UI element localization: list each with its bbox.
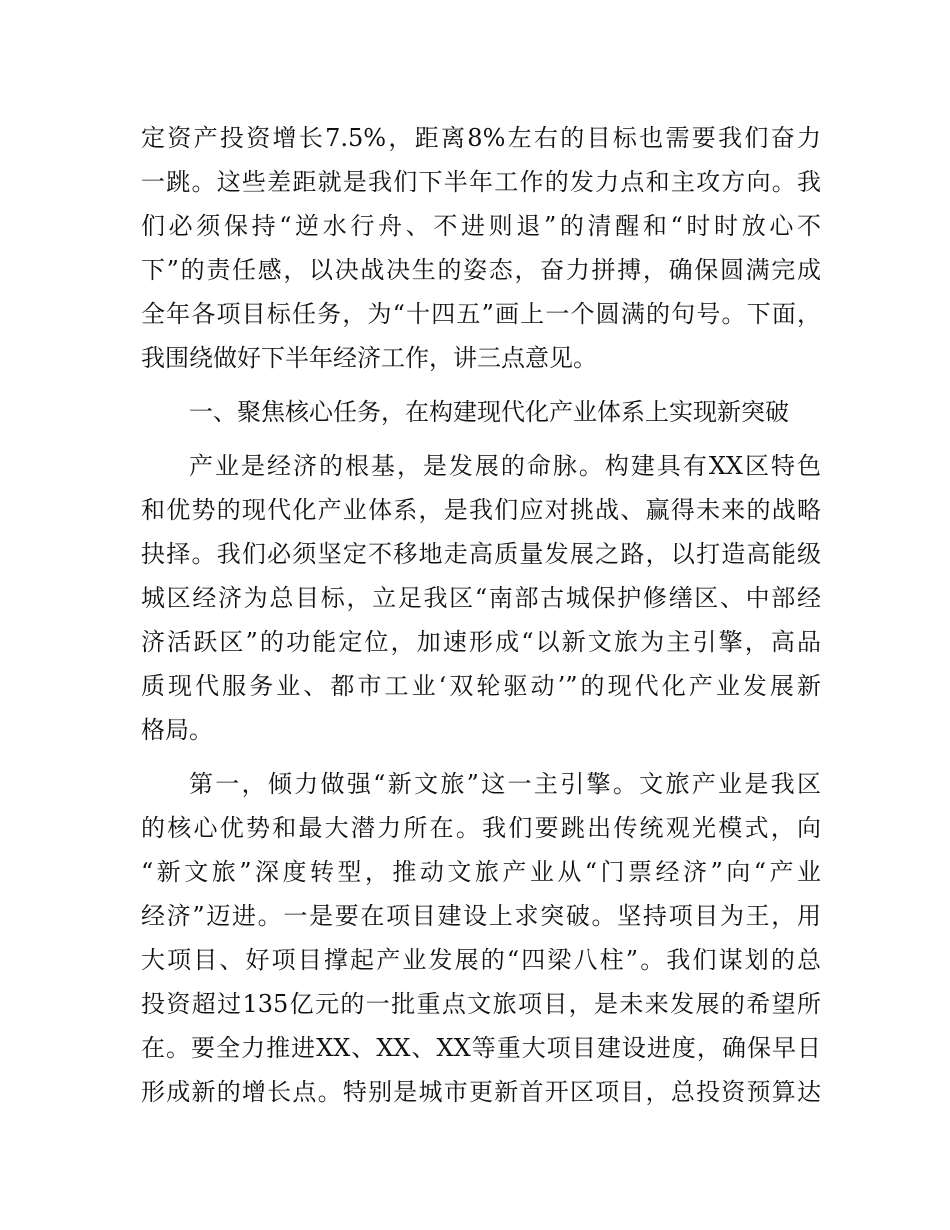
text-line: 和优势的现代化产业体系，是我们应对挑战、赢得未来的战略 xyxy=(141,496,821,524)
text-line: 经济”迈进。一是要在项目建设上求突破。坚持项目为王，用 xyxy=(141,902,821,930)
text-line: 城区经济为总目标，立足我区“南部古城保护修缮区、中部经 xyxy=(141,584,821,612)
text-line: 一跳。这些差距就是我们下半年工作的发力点和主攻方向。我 xyxy=(141,168,821,196)
text-line: 济活跃区”的功能定位，加速形成“以新文旅为主引擎，高品 xyxy=(141,628,821,656)
text-line: 定资产投资增长7.5%，距离8%左右的目标也需要我们奋力 xyxy=(141,124,821,152)
text-line: 下”的责任感，以决战决生的姿态，奋力拼搏，确保圆满完成 xyxy=(141,256,821,284)
text-line: 抉择。我们必须坚定不移地走高质量发展之路，以打造高能级 xyxy=(141,540,821,568)
text-line: 全年各项目标任务，为“十四五”画上一个圆满的句号。下面， xyxy=(141,300,821,328)
text-line: 在。要全力推进XX、XX、XX等重大项目建设进度，确保早日 xyxy=(141,1034,821,1062)
text-line: 们必须保持“逆水行舟、不进则退”的清醒和“时时放心不 xyxy=(141,212,821,240)
section-heading: 一、聚焦核心任务，在构建现代化产业体系上实现新突破 xyxy=(189,398,789,426)
text-line: 质现代服务业、都市工业‘双轮驱动’”的现代化产业发展新 xyxy=(141,672,821,700)
text-line: 形成新的增长点。特别是城市更新首开区项目，总投资预算达 xyxy=(141,1078,821,1106)
text-line: “新文旅”深度转型，推动文旅产业从“门票经济”向“产业 xyxy=(141,858,821,886)
text-line: 投资超过135亿元的一批重点文旅项目，是未来发展的希望所 xyxy=(141,990,821,1018)
text-line: 我围绕做好下半年经济工作，讲三点意见。 xyxy=(141,344,597,372)
text-line: 大项目、好项目撑起产业发展的“四梁八柱”。我们谋划的总 xyxy=(141,946,821,974)
text-line: 格局。 xyxy=(141,716,213,744)
text-line: 产业是经济的根基，是发展的命脉。构建具有XX区特色 xyxy=(189,452,821,480)
text-line: 第一，倾力做强“新文旅”这一主引擎。文旅产业是我区 xyxy=(189,770,821,798)
text-line: 的核心优势和最大潜力所在。我们要跳出传统观光模式，向 xyxy=(141,814,821,842)
